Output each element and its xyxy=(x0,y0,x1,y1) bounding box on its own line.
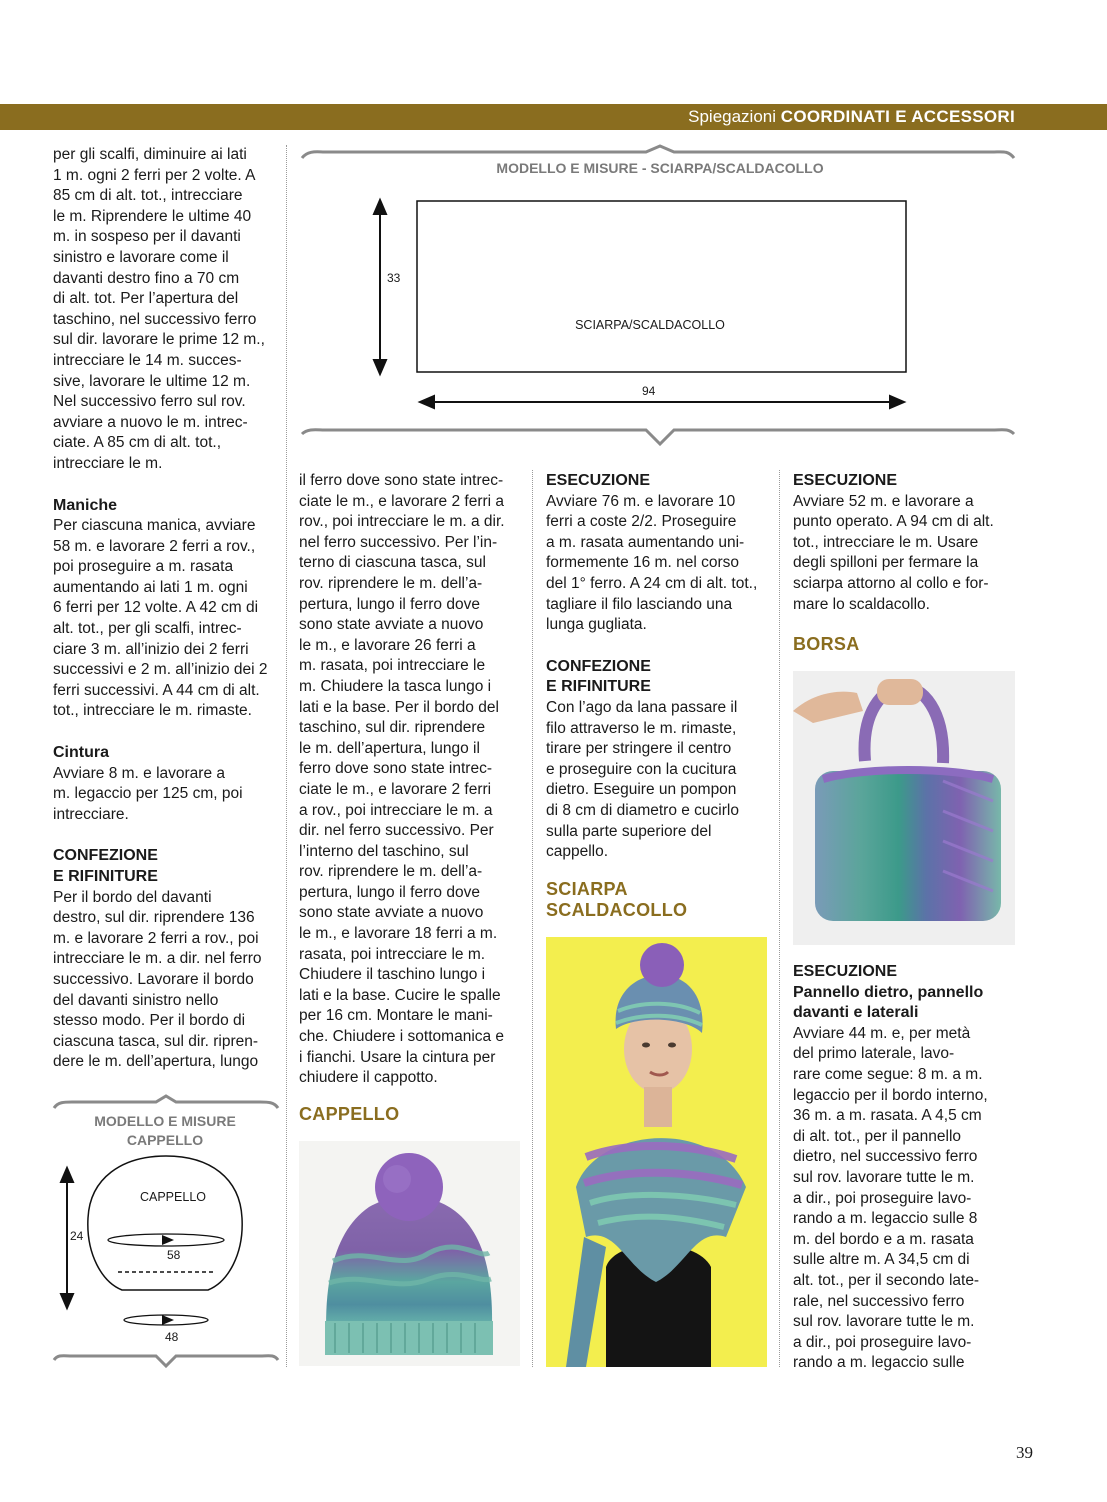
bag-photo xyxy=(793,671,1015,945)
text-line: sive, lavorare le ultime 12 m. xyxy=(53,372,251,390)
scarf-label: SCIARPA/SCALDACOLLO xyxy=(575,318,725,332)
column-rule xyxy=(286,145,287,1367)
text-line: alt. tot., per il secondo late- xyxy=(793,1271,980,1289)
text-line: i fianchi. Usare la cintura per xyxy=(299,1048,496,1066)
text-line: rare come segue: 8 m. a m. xyxy=(793,1065,983,1083)
text-line: del davanti sinistro nello xyxy=(53,991,219,1009)
text-line: mare lo scaldacollo. xyxy=(793,595,930,613)
hat-title-line-2: CAPPELLO xyxy=(126,1132,204,1148)
text-line: stesso modo. Per il bordo di xyxy=(53,1012,246,1030)
header-title xyxy=(688,105,1015,129)
text-line: a dir., poi proseguire lavo- xyxy=(793,1333,972,1351)
text-line: che. Chiudere i sottomanica e xyxy=(299,1028,505,1046)
column-rule xyxy=(532,470,533,1367)
scarf-diagram xyxy=(298,144,1018,449)
confezione-heading-2: E RIFINITURE xyxy=(53,868,158,885)
bag-illustration xyxy=(793,671,1015,945)
text-line: pertura, lungo il ferro dove xyxy=(299,883,480,901)
text-line: degli spilloni per fermare la xyxy=(793,554,979,572)
text-line: poi proseguire a m. rasata xyxy=(53,558,234,576)
text-line: di alt. tot. Per l’apertura del xyxy=(53,290,239,308)
text-line: Avviare 44 m. e, per metà xyxy=(793,1024,971,1042)
text-line: terno di ciascuna tasca, sul xyxy=(299,554,486,572)
text-line: Avviare 76 m. e lavorare 10 xyxy=(546,492,736,510)
sciarpa-title xyxy=(546,879,687,921)
text-line: dietro, nel successivo ferro xyxy=(793,1148,978,1166)
text-line: rando a m. legaccio sulle 8 xyxy=(793,1210,978,1228)
text-line: sul rov. lavorare tutte le m. xyxy=(793,1168,975,1186)
text-line: Chiudere il taschino lungo i xyxy=(299,966,486,984)
text-line: lunga gugliata. xyxy=(546,616,647,634)
text-line: dietro. Eseguire un pompon xyxy=(546,781,737,799)
scarf-diagram-title: MODELLO E MISURE - SCIARPA/SCALDACOLLO xyxy=(496,160,824,176)
text-line: Avviare 8 m. e lavorare a xyxy=(53,764,226,782)
text-line: del 1° ferro. A 24 cm di alt. tot., xyxy=(546,574,758,592)
model-illustration xyxy=(546,937,767,1367)
text-line: successivo. Lavorare il bordo xyxy=(53,970,254,988)
col1-intro xyxy=(53,145,273,475)
text-line: cappello. xyxy=(546,843,609,861)
text-line: a m. rasata aumentando uni- xyxy=(546,533,745,551)
text-line: di alt. tot., per il pannello xyxy=(793,1127,962,1145)
text-line: aumentando ai lati 1 m. ogni xyxy=(53,578,248,596)
column-4 xyxy=(793,471,1014,615)
text-line: rov. riprendere le m. dell’a- xyxy=(299,574,483,592)
text-line: ciare 3 m. all’inizio dei 2 ferri xyxy=(53,640,249,658)
text-line: a dir., poi proseguire lavo- xyxy=(793,1189,972,1207)
text-line: rov., poi intrecciare le m. a dir. xyxy=(299,513,505,531)
text-line: le m., e lavorare 26 ferri a xyxy=(299,636,476,654)
esecuzione-heading: ESECUZIONE xyxy=(546,472,651,489)
hat-photo xyxy=(299,1141,520,1366)
text-line: ciate le m., e lavorare 2 ferri a xyxy=(299,492,505,510)
text-line: 36 m. a m. rasata. A 4,5 cm xyxy=(793,1107,982,1125)
text-line: alt. tot., per gli scalfi, intrec- xyxy=(53,620,242,638)
text-line: dere le m. dell’apertura, lungo xyxy=(53,1053,259,1071)
text-line: del primo laterale, lavo- xyxy=(793,1045,955,1063)
text-line: tagliare il filo lasciando una xyxy=(546,595,733,613)
text-line: rando a m. legaccio sulle xyxy=(793,1354,965,1372)
confezione-heading-2: E RIFINITURE xyxy=(546,678,651,696)
text-line: di 8 cm di diametro e cucirlo xyxy=(546,801,739,819)
column-rule xyxy=(779,470,780,1367)
text-line: m. del bordo e a m. rasata xyxy=(793,1230,974,1248)
text-line: nel ferro successivo. Per l’in- xyxy=(299,533,498,551)
text-line: tot., intrecciare le m. rimaste. xyxy=(53,702,252,720)
text-line: rov. riprendere le m. dell’a- xyxy=(299,863,483,881)
text-line: filo attraverso le m. rimaste, xyxy=(546,719,737,737)
text-line: 85 cm di alt. tot., intrecciare xyxy=(53,187,243,205)
pannello-heading-2: davanti e laterali xyxy=(793,1004,919,1022)
borsa-title: BORSA xyxy=(793,634,860,654)
text-line: sono state avviate a nuovo xyxy=(299,904,484,922)
text-line: tot., intrecciare le m. Usare xyxy=(793,533,979,551)
scarf-width-label: 94 xyxy=(642,384,656,398)
text-line: dir. nel ferro successivo. Per xyxy=(299,822,494,840)
hat-label: CAPPELLO xyxy=(139,1190,206,1204)
column-4-bottom xyxy=(793,962,1014,1374)
text-line: sciarpa attorno al collo e for- xyxy=(793,574,989,592)
text-line: rale, nel successivo ferro xyxy=(793,1292,965,1310)
text-line: taschino, nel successivo ferro xyxy=(53,310,257,328)
text-line: intrecciare. xyxy=(53,805,129,823)
text-line: l’interno del taschino, sul xyxy=(299,842,469,860)
text-line: intrecciare le m. xyxy=(53,454,163,472)
esecuzione-heading: ESECUZIONE xyxy=(793,472,898,489)
column-2 xyxy=(299,471,519,1089)
text-line: ciate le m., e lavorare 2 ferri xyxy=(299,780,492,798)
page-number: 39 xyxy=(1016,1443,1033,1462)
text-line: e proseguire con la cucitura xyxy=(546,760,737,778)
text-line: Nel successivo ferro sul rov. xyxy=(53,393,246,411)
text-line: sulle altre m. A 34,5 cm di xyxy=(793,1251,970,1269)
text-line: formemente 16 m. nel corso xyxy=(546,554,739,572)
text-line: m. in sospeso per il davanti xyxy=(53,228,241,246)
text-line: intrecciare le 14 m. succes- xyxy=(53,351,242,369)
text-line: 6 ferri per 12 volte. A 42 cm di xyxy=(53,599,259,617)
column-3 xyxy=(546,471,766,863)
text-line: Per il bordo del davanti xyxy=(53,888,212,906)
text-line: lati e la base. Per il bordo del xyxy=(299,698,499,716)
text-line: Per ciascuna manica, avviare xyxy=(53,517,256,535)
text-line: pertura, lungo il ferro dove xyxy=(299,595,480,613)
pannello-heading: Pannello dietro, pannello xyxy=(793,983,984,1001)
text-line: ferri a coste 2/2. Proseguire xyxy=(546,513,737,531)
maniche-heading: Maniche xyxy=(53,496,118,514)
text-line: tirare per stringere il centro xyxy=(546,740,732,758)
text-line: avviare a nuovo le m. intrec- xyxy=(53,413,248,431)
text-line: ciate. A 85 cm di alt. tot., xyxy=(53,434,222,452)
hat-height-label: 24 xyxy=(70,1229,84,1243)
text-line: 58 m. e lavorare 2 ferri a rov., xyxy=(53,537,256,555)
hat-title-line-1: MODELLO E MISURE xyxy=(94,1113,236,1129)
text-line: Con l’ago da lana passare il xyxy=(546,698,738,716)
scarf-photo xyxy=(546,937,767,1367)
text-line: Avviare 52 m. e lavorare a xyxy=(793,492,974,510)
header-section: Spiegazioni xyxy=(688,107,777,126)
text-line: intrecciare le m. a dir. nel ferro xyxy=(53,950,262,968)
text-line: sulla parte superiore del xyxy=(546,822,712,840)
sciarpa-title-line-1: SCIARPA xyxy=(546,879,628,899)
text-line: taschino, sul dir. riprendere xyxy=(299,719,486,737)
esecuzione-heading-2: ESECUZIONE xyxy=(793,963,898,980)
hat-diagram-title xyxy=(80,1112,250,1150)
text-line: per gli scalfi, diminuire ai lati xyxy=(53,146,247,163)
text-line: ferro dove sono state intrec- xyxy=(299,760,492,778)
text-line: il ferro dove sono state intrec- xyxy=(299,472,504,489)
text-line: le m. dell’apertura, lungo il xyxy=(299,739,480,757)
text-line: punto operato. A 94 cm di alt. xyxy=(793,513,994,531)
text-line: davanti destro fino a 70 cm xyxy=(53,269,240,287)
text-line: lati e la base. Cucire le spalle xyxy=(299,986,501,1004)
text-line: rasata, poi intrecciare le m. xyxy=(299,945,486,963)
confezione-heading: CONFEZIONE xyxy=(546,657,651,675)
text-line: ferri successivi. A 44 cm di alt. xyxy=(53,681,260,699)
text-line: destro, sul dir. riprendere 136 xyxy=(53,909,255,927)
text-line: le m. Riprendere le ultime 40 xyxy=(53,207,252,225)
text-line: sinistro e lavorare come il xyxy=(53,248,229,266)
text-line: 1 m. ogni 2 ferri per 2 volte. A xyxy=(53,166,256,184)
hat-illustration xyxy=(299,1141,520,1366)
text-line: sul rov. lavorare tutte le m. xyxy=(793,1313,975,1331)
text-line: a rov., poi intrecciare le m. a xyxy=(299,801,493,819)
header-section-title: COORDINATI E ACCESSORI xyxy=(780,107,1015,126)
text-line: chiudere il cappotto. xyxy=(299,1069,438,1087)
cintura-heading: Cintura xyxy=(53,744,109,762)
column-1 xyxy=(53,145,273,1073)
text-line: m. e lavorare 2 ferri a rov., poi xyxy=(53,929,259,947)
text-line: sul dir. lavorare le prime 12 m., xyxy=(53,331,265,349)
hat-circ-bottom-label: 48 xyxy=(165,1330,179,1344)
cappello-title: CAPPELLO xyxy=(299,1104,400,1124)
sciarpa-title-line-2: SCALDACOLLO xyxy=(546,900,688,920)
text-line: m. Chiudere la tasca lungo i xyxy=(299,677,492,695)
text-line: successivi e 2 m. all’inizio dei 2 xyxy=(53,661,268,679)
hat-circ-top-label: 58 xyxy=(167,1248,181,1262)
text-line: m. legaccio per 125 cm, poi xyxy=(53,785,243,803)
text-line: ciascuna tasca, sul dir. ripren- xyxy=(53,1032,259,1050)
text-line: sono state avviate a nuovo xyxy=(299,616,484,634)
text-line: legaccio per il bordo interno, xyxy=(793,1086,988,1104)
confezione-heading: CONFEZIONE xyxy=(53,847,158,865)
text-line: m. rasata, poi intrecciare le xyxy=(299,657,486,675)
scarf-height-label: 33 xyxy=(387,271,401,285)
text-line: le m., e lavorare 18 ferri a m. xyxy=(299,925,498,943)
text-line: per 16 cm. Montare le mani- xyxy=(299,1007,493,1025)
